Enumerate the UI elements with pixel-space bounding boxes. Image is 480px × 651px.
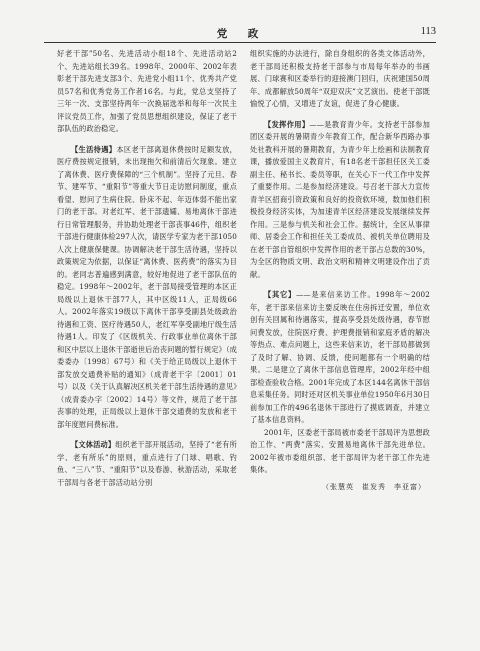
section-other bbox=[250, 289, 430, 427]
section-title: 党 政 bbox=[216, 28, 264, 40]
section-label-other: 【其它】 bbox=[264, 290, 297, 299]
author-credit: （张慧英 崔发秀 李亚富） bbox=[322, 482, 426, 491]
section-text-cultural-activities: 组织老干部开展活动，坚持了“老有所学、老有所乐”的原则，重点进行了门球、唱歌、钓鱼、“三八”节、“重阳节”以及春游、秋游活动，采取老干部局与各老干部活动站分别 bbox=[57, 440, 237, 487]
paragraph-cultural-activities-cont: 组织实施的办法进行，除自身组织的各类文体活动外，老干部局还积极支持老干部参与市局每年举办的书画展、门球赛和区委举行的迎接澳门回归，庆祝建国50周年、成都解放50周年“双迎双庆”文艺演出。使老干部既愉悦了心情，又增进了友谊，促进了身心健康。 bbox=[250, 49, 430, 108]
section-label-living-benefits: 【生活待遇】 bbox=[71, 144, 117, 154]
section-text-living-benefits: 本区老干部离退休费按时足额发放，医疗费按规定报销，未出现拖欠和前清后欠现象。建立了离休费、医疗费保障的“三个机制”。坚持了元旦、春节、建军节、“重阳节”等重大节日走访慰问制度，重点看望、慰问了生病住院、卧床不起、年迈体弱不能出家门的老干部。对老红军、老干部遗孀、易地离休干部进行日常管理服务，并协助处理老干部丧事46件，组织老干部进行健康体检297人次，请医学专家为老干部1050人次上健康保健课。协调解决老干部生活待遇，坚持以政策规定为依据，以保证“离休费、医药费”的落实为目的。老同志普遍感到满意，较好地促进了老干部队伍的稳定。1998年～2002年，老干部局接受管理的本区正局级以上退休干部77人，其中区级11人，正局级66人。2002年落实19级以下离休干部享受副县处级政治待遇和工资、医疗待遇50人，老红军享受副地厅级生活待遇1人。印发了《区级机关、行政事业单位离休干部和区中层以上退休干部逝世后治丧问题的暂行规定》（成委委办〔1998〕67号）和《关于给正局级以上退休干部发放交通费补贴的通知》（成青老干字〔2001〕01号）以及《关于认真解决区机关老干部生活待遇的意见》（成青委办字〔2002〕14号）等文件，规范了老干部丧事的处理，正局级以上退休干部交通费的发放和老干部年度慰问费标准。 bbox=[57, 144, 237, 429]
paragraph-awards: 2001年，区委老干部局被市委老干部局评为思想政治工作、“两费”落实、安置易地离休干部先进单位。2002年被市委组织部、老干部局评为老干部工作先进集体。 bbox=[250, 427, 430, 474]
page-number: 113 bbox=[420, 26, 436, 37]
right-column bbox=[250, 48, 430, 634]
section-label-playing-role: 【发挥作用】 bbox=[264, 119, 310, 129]
left-column bbox=[57, 48, 237, 634]
section-playing-role bbox=[250, 119, 430, 282]
running-header bbox=[44, 26, 436, 43]
section-label-cultural-activities: 【文体活动】 bbox=[71, 440, 116, 449]
section-living-benefits bbox=[57, 144, 237, 432]
section-cultural-activities bbox=[57, 439, 237, 489]
section-text-other: ——是来信来访工作。1998年～2002年，老干部来信来访主要反映在住房拆迁安置，单位欢创有关回属和待遇落实，提高享受县处级待遇，春节慰问费发放，住院医疗费、护理费报销和家庭矛盾的解决等热点、难点问题上，这些来信来访，老干部局都做到了及时了解、协调、反馈，使问题都有一个明确的结果。二是建立了离休干部信息管理库，2002年经中组部检查验收合格。2001年完成了本区144名离休干部信息采集任务。同时还对区机关事业单位1950年6月30日前参加工作的496名退休干部进行了摸底调查，并建立了基本信息资料。 bbox=[250, 290, 430, 424]
section-text-playing-role: ——是教育青少年。支持老干部参加团区委开展的暑期青少年教育工作，配合新华西路办事处社教科开展的暑期教育，为青少年上绘画和法制教育课，播放爱国主义教育片，有18名老干部担任区关工委副主任、秘书长、委员等职，在关心下一代工作中发挥了重要作用。二是参加经济建设。号召老干部大力宣传青羊区招商引资政策和良好的投资软环境，数加他们积极投身经济实体，为加速青羊区经济建设发展继续发挥作用。三是参与机关和社会工作。据统计，全区从事律师、居委会工作和担任关工委成员、被机关单位聘用及在老干部自管组织中发挥作用的老干部占总数的30%，为全区的物质文明、政治文明和精神文明建设作出了贡献。 bbox=[250, 119, 430, 279]
paragraph-party-building-cont: 好老干部”50名、先进活动小组18个、先进活动站2个、先进站组长39名。1998年、2000年、2002年表彰老干部先进支部3个、先进党小组11个、优秀共产党员57名和优秀党务工作者16名。与此，党总支坚持了三年一次、支部坚持两年一次换届选举和每年一次民主评议党员工作，加强了党员思想组织建设，保证了老干部队伍的政治稳定。 bbox=[57, 49, 237, 133]
